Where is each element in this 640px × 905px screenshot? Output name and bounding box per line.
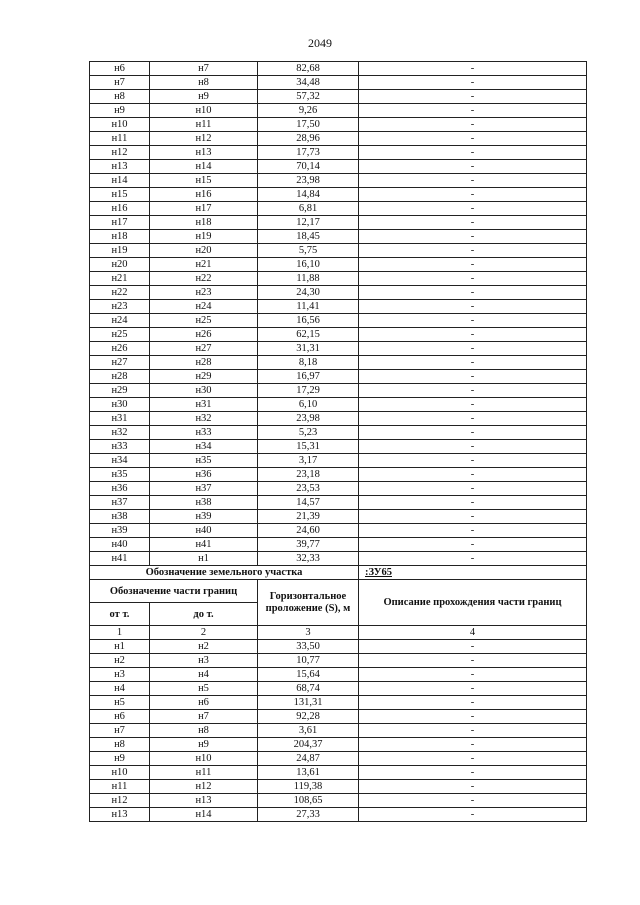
from-point: н27 [90, 356, 150, 370]
to-point: н3 [150, 654, 258, 668]
col-number: 4 [359, 626, 587, 640]
table-row [90, 668, 587, 682]
table-row [90, 118, 587, 132]
distance-value: 92,28 [258, 710, 359, 724]
description-value: - [359, 668, 587, 682]
to-point: н25 [150, 314, 258, 328]
to-point: н18 [150, 216, 258, 230]
description-value: - [359, 412, 587, 426]
from-point: н10 [90, 118, 150, 132]
table-row [90, 538, 587, 552]
from-point: н10 [90, 766, 150, 780]
from-point: н8 [90, 90, 150, 104]
description-value: - [359, 132, 587, 146]
table-row [90, 654, 587, 668]
to-point: н4 [150, 668, 258, 682]
table-row [90, 738, 587, 752]
from-point: н35 [90, 468, 150, 482]
to-point: н7 [150, 62, 258, 76]
distance-value: 119,38 [258, 780, 359, 794]
description-value: - [359, 766, 587, 780]
to-point: н26 [150, 328, 258, 342]
from-point: н13 [90, 160, 150, 174]
table-row [90, 808, 587, 822]
description-value: - [359, 482, 587, 496]
from-point: н40 [90, 538, 150, 552]
to-point: н17 [150, 202, 258, 216]
distance-value: 3,61 [258, 724, 359, 738]
horizontal-header: Горизонтальное проложение (S), м [258, 580, 359, 626]
description-value: - [359, 752, 587, 766]
plot-label: Обозначение земельного участка [90, 566, 359, 580]
table-row [90, 230, 587, 244]
description-value: - [359, 62, 587, 76]
distance-value: 6,10 [258, 398, 359, 412]
from-header: от т. [90, 603, 150, 626]
description-value: - [359, 794, 587, 808]
table-row [90, 552, 587, 566]
to-point: н40 [150, 524, 258, 538]
col-number: 1 [90, 626, 150, 640]
distance-value: 23,53 [258, 482, 359, 496]
to-point: н38 [150, 496, 258, 510]
from-point: н7 [90, 724, 150, 738]
distance-value: 23,98 [258, 174, 359, 188]
to-point: н29 [150, 370, 258, 384]
table-row [90, 412, 587, 426]
description-value: - [359, 682, 587, 696]
table-row [90, 710, 587, 724]
table-row [90, 244, 587, 258]
distance-value: 17,73 [258, 146, 359, 160]
from-point: н9 [90, 104, 150, 118]
from-point: н16 [90, 202, 150, 216]
description-value: - [359, 738, 587, 752]
table-row [90, 174, 587, 188]
to-point: н36 [150, 468, 258, 482]
to-point: н6 [150, 696, 258, 710]
from-point: н24 [90, 314, 150, 328]
distance-value: 16,56 [258, 314, 359, 328]
to-point: н12 [150, 132, 258, 146]
table-row [90, 202, 587, 216]
to-point: н24 [150, 300, 258, 314]
to-header: до т. [150, 603, 258, 626]
table-row [90, 766, 587, 780]
description-value: - [359, 104, 587, 118]
distance-value: 6,81 [258, 202, 359, 216]
from-point: н37 [90, 496, 150, 510]
description-value: - [359, 174, 587, 188]
from-point: н32 [90, 426, 150, 440]
description-value: - [359, 538, 587, 552]
to-point: н2 [150, 640, 258, 654]
distance-value: 5,75 [258, 244, 359, 258]
to-point: н15 [150, 174, 258, 188]
description-value: - [359, 118, 587, 132]
description-value: - [359, 524, 587, 538]
from-point: н8 [90, 738, 150, 752]
to-point: н14 [150, 160, 258, 174]
distance-value: 9,26 [258, 104, 359, 118]
description-value: - [359, 370, 587, 384]
distance-value: 24,30 [258, 286, 359, 300]
distance-value: 12,17 [258, 216, 359, 230]
from-point: н19 [90, 244, 150, 258]
distance-value: 16,97 [258, 370, 359, 384]
to-point: н1 [150, 552, 258, 566]
distance-value: 16,10 [258, 258, 359, 272]
table-row [90, 724, 587, 738]
from-point: н18 [90, 230, 150, 244]
distance-value: 14,84 [258, 188, 359, 202]
description-value: - [359, 696, 587, 710]
from-point: н29 [90, 384, 150, 398]
from-point: н34 [90, 454, 150, 468]
distance-value: 18,45 [258, 230, 359, 244]
to-point: н7 [150, 710, 258, 724]
from-point: н26 [90, 342, 150, 356]
to-point: н32 [150, 412, 258, 426]
boundary-table [89, 61, 587, 822]
distance-value: 62,15 [258, 328, 359, 342]
table-row [90, 62, 587, 76]
distance-value: 204,37 [258, 738, 359, 752]
table-row [90, 216, 587, 230]
to-point: н9 [150, 90, 258, 104]
from-point: н12 [90, 146, 150, 160]
table-row [90, 286, 587, 300]
distance-value: 11,41 [258, 300, 359, 314]
to-point: н5 [150, 682, 258, 696]
to-point: н33 [150, 426, 258, 440]
distance-value: 68,74 [258, 682, 359, 696]
table-row [90, 682, 587, 696]
to-point: н14 [150, 808, 258, 822]
to-point: н13 [150, 794, 258, 808]
description-value: - [359, 552, 587, 566]
table-row [90, 752, 587, 766]
description-value: - [359, 90, 587, 104]
to-point: н30 [150, 384, 258, 398]
distance-value: 131,31 [258, 696, 359, 710]
to-point: н35 [150, 454, 258, 468]
table-row [90, 188, 587, 202]
table-row [90, 384, 587, 398]
from-point: н22 [90, 286, 150, 300]
distance-value: 28,96 [258, 132, 359, 146]
to-point: н21 [150, 258, 258, 272]
distance-value: 13,61 [258, 766, 359, 780]
table-row [90, 132, 587, 146]
description-value: - [359, 76, 587, 90]
from-point: н14 [90, 174, 150, 188]
to-point: н8 [150, 76, 258, 90]
from-point: н23 [90, 300, 150, 314]
to-point: н41 [150, 538, 258, 552]
table-row [90, 328, 587, 342]
from-point: н11 [90, 780, 150, 794]
table-row [90, 370, 587, 384]
table-row [90, 496, 587, 510]
table-row [90, 524, 587, 538]
to-point: н28 [150, 356, 258, 370]
table-row [90, 258, 587, 272]
table-row [90, 454, 587, 468]
distance-value: 33,50 [258, 640, 359, 654]
description-value: - [359, 710, 587, 724]
from-point: н39 [90, 524, 150, 538]
distance-value: 24,87 [258, 752, 359, 766]
distance-value: 11,88 [258, 272, 359, 286]
table-row [90, 146, 587, 160]
table-row [90, 482, 587, 496]
from-point: н41 [90, 552, 150, 566]
from-point: н2 [90, 654, 150, 668]
description-value: - [359, 146, 587, 160]
table-row [90, 510, 587, 524]
distance-value: 14,57 [258, 496, 359, 510]
description-value: - [359, 468, 587, 482]
table-row [90, 440, 587, 454]
distance-value: 108,65 [258, 794, 359, 808]
distance-value: 23,98 [258, 412, 359, 426]
description-value: - [359, 724, 587, 738]
to-point: н39 [150, 510, 258, 524]
table-row [90, 104, 587, 118]
from-point: н28 [90, 370, 150, 384]
to-point: н9 [150, 738, 258, 752]
to-point: н8 [150, 724, 258, 738]
to-point: н22 [150, 272, 258, 286]
description-value: - [359, 440, 587, 454]
distance-value: 10,77 [258, 654, 359, 668]
distance-value: 34,48 [258, 76, 359, 90]
distance-value: 27,33 [258, 808, 359, 822]
description-value: - [359, 808, 587, 822]
plot-code: :ЗУ65 [359, 566, 587, 580]
from-point: н12 [90, 794, 150, 808]
description-value: - [359, 314, 587, 328]
to-point: н10 [150, 104, 258, 118]
distance-value: 82,68 [258, 62, 359, 76]
description-value: - [359, 496, 587, 510]
from-point: н20 [90, 258, 150, 272]
from-point: н5 [90, 696, 150, 710]
table-row [90, 640, 587, 654]
description-value: - [359, 216, 587, 230]
distance-value: 21,39 [258, 510, 359, 524]
description-value: - [359, 230, 587, 244]
to-point: н11 [150, 766, 258, 780]
from-point: н38 [90, 510, 150, 524]
to-point: н12 [150, 780, 258, 794]
description-value: - [359, 202, 587, 216]
distance-value: 17,50 [258, 118, 359, 132]
description-value: - [359, 426, 587, 440]
table-row [90, 696, 587, 710]
from-point: н25 [90, 328, 150, 342]
table-row [90, 780, 587, 794]
description-value: - [359, 640, 587, 654]
description-value: - [359, 286, 587, 300]
distance-value: 3,17 [258, 454, 359, 468]
to-point: н27 [150, 342, 258, 356]
to-point: н16 [150, 188, 258, 202]
from-point: н17 [90, 216, 150, 230]
distance-value: 15,64 [258, 668, 359, 682]
description-value: - [359, 780, 587, 794]
description-value: - [359, 160, 587, 174]
to-point: н11 [150, 118, 258, 132]
from-point: н31 [90, 412, 150, 426]
description-value: - [359, 188, 587, 202]
from-point: н7 [90, 76, 150, 90]
from-point: н30 [90, 398, 150, 412]
page-number: 2049 [308, 36, 332, 50]
from-point: н15 [90, 188, 150, 202]
description-value: - [359, 300, 587, 314]
distance-value: 32,33 [258, 552, 359, 566]
from-point: н21 [90, 272, 150, 286]
from-point: н33 [90, 440, 150, 454]
description-value: - [359, 654, 587, 668]
description-value: - [359, 398, 587, 412]
to-point: н34 [150, 440, 258, 454]
from-point: н13 [90, 808, 150, 822]
from-point: н9 [90, 752, 150, 766]
to-point: н37 [150, 482, 258, 496]
to-point: н19 [150, 230, 258, 244]
to-point: н23 [150, 286, 258, 300]
table-row [90, 468, 587, 482]
from-point: н1 [90, 640, 150, 654]
col-number: 3 [258, 626, 359, 640]
description-value: - [359, 342, 587, 356]
distance-value: 23,18 [258, 468, 359, 482]
from-point: н4 [90, 682, 150, 696]
to-point: н20 [150, 244, 258, 258]
from-point: н3 [90, 668, 150, 682]
from-point: н36 [90, 482, 150, 496]
description-header: Описание прохождения части границ [359, 580, 587, 626]
distance-value: 70,14 [258, 160, 359, 174]
plot-header [90, 566, 587, 640]
table-row [90, 314, 587, 328]
to-point: н13 [150, 146, 258, 160]
description-value: - [359, 356, 587, 370]
table-row [90, 90, 587, 104]
table-row [90, 300, 587, 314]
distance-value: 57,32 [258, 90, 359, 104]
distance-value: 5,23 [258, 426, 359, 440]
table-row [90, 342, 587, 356]
description-value: - [359, 244, 587, 258]
description-value: - [359, 258, 587, 272]
description-value: - [359, 328, 587, 342]
table-row [90, 272, 587, 286]
table-row [90, 398, 587, 412]
distance-value: 39,77 [258, 538, 359, 552]
table-row [90, 794, 587, 808]
table-row [90, 426, 587, 440]
description-value: - [359, 272, 587, 286]
description-value: - [359, 510, 587, 524]
from-point: н11 [90, 132, 150, 146]
to-point: н31 [150, 398, 258, 412]
table-row [90, 160, 587, 174]
description-value: - [359, 384, 587, 398]
distance-value: 31,31 [258, 342, 359, 356]
description-value: - [359, 454, 587, 468]
distance-value: 24,60 [258, 524, 359, 538]
boundary-parts-header: Обозначение части границ [90, 580, 258, 603]
from-point: н6 [90, 710, 150, 724]
distance-value: 15,31 [258, 440, 359, 454]
from-point: н6 [90, 62, 150, 76]
table-row [90, 76, 587, 90]
distance-value: 8,18 [258, 356, 359, 370]
to-point: н10 [150, 752, 258, 766]
top-rows [90, 62, 587, 566]
table-row [90, 356, 587, 370]
bottom-rows [90, 640, 587, 822]
col-number: 2 [150, 626, 258, 640]
distance-value: 17,29 [258, 384, 359, 398]
